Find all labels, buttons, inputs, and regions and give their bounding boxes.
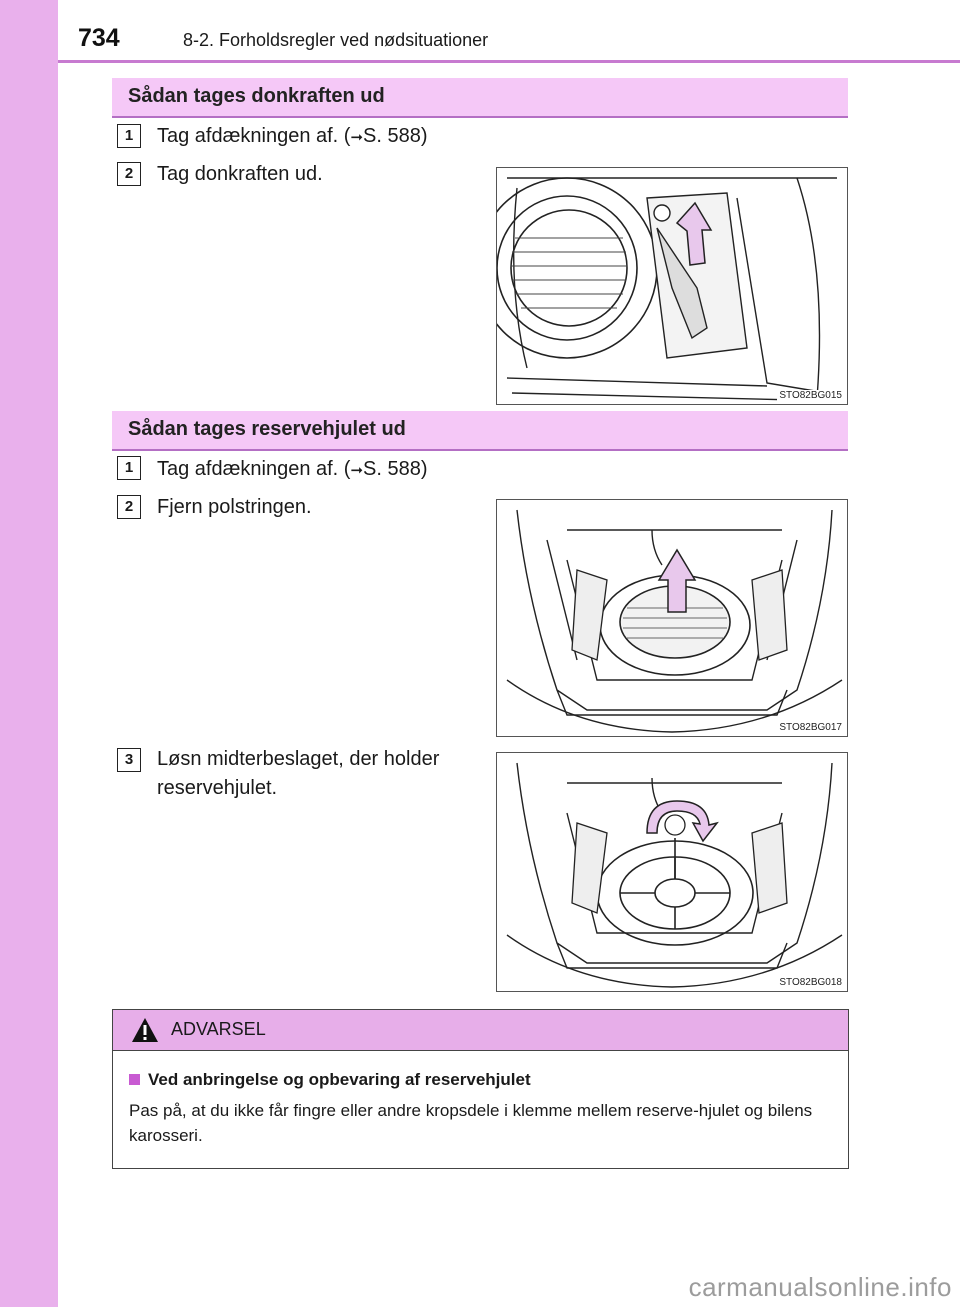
figure-code: STO82BG015	[779, 390, 842, 401]
warning-header	[113, 1010, 848, 1051]
warning-box	[112, 1009, 849, 1169]
figure-remove-padding	[496, 499, 848, 737]
step-text	[157, 122, 482, 152]
page-reference[interactable]: S. 588)	[363, 125, 428, 147]
step-number: 1	[117, 456, 141, 480]
section-heading-spare-wheel	[112, 411, 848, 451]
step-text-main: Tag afdækningen af. (	[157, 458, 351, 480]
bracket-illustration	[497, 753, 847, 991]
figure-code: STO82BG017	[779, 722, 842, 733]
section-heading-jack	[112, 78, 848, 118]
warning-title	[129, 1070, 531, 1090]
step-number: 3	[117, 748, 141, 772]
jack-illustration	[497, 168, 847, 404]
step-text: Løsn midterbeslaget, der holder reservehjulet.	[157, 748, 440, 799]
figure-jack-removal	[496, 167, 848, 405]
step-number: 2	[117, 495, 141, 519]
side-tab-strip	[0, 0, 58, 1307]
section-title: Sådan tages reservehjulet ud	[128, 418, 406, 440]
step-number: 1	[117, 124, 141, 148]
section-title: Sådan tages donkraften ud	[128, 85, 385, 107]
arrow-right-icon: ➞	[350, 129, 364, 146]
chapter-title: 8-2. Forholdsregler ved nødsituationer	[183, 30, 489, 50]
step-text: Fjern polstringen.	[157, 496, 312, 518]
arrow-right-icon: ➞	[350, 462, 364, 479]
step-text-main: Tag afdækningen af. (	[157, 125, 351, 147]
page-number: 734	[78, 24, 120, 52]
figure-code: STO82BG018	[779, 977, 842, 988]
step-text	[157, 455, 482, 485]
warning-title-text: Ved anbringelse og opbevaring af reservehjulet	[148, 1070, 531, 1089]
step-number: 2	[117, 162, 141, 186]
watermark: carmanualsonline.info	[688, 1272, 952, 1302]
warning-label: ADVARSEL	[171, 1019, 266, 1039]
warning-triangle-icon	[131, 1017, 159, 1043]
padding-illustration	[497, 500, 847, 736]
step-text: Tag donkraften ud.	[157, 163, 323, 185]
header-divider	[58, 60, 960, 63]
warning-body: Pas på, at du ikke får fingre eller andre kropsdele i klemme mellem reserve-hjulet og bilens karosseri.	[129, 1101, 813, 1145]
square-bullet-icon	[129, 1074, 140, 1085]
page-reference[interactable]: S. 588)	[363, 458, 428, 480]
figure-loosen-bracket	[496, 752, 848, 992]
